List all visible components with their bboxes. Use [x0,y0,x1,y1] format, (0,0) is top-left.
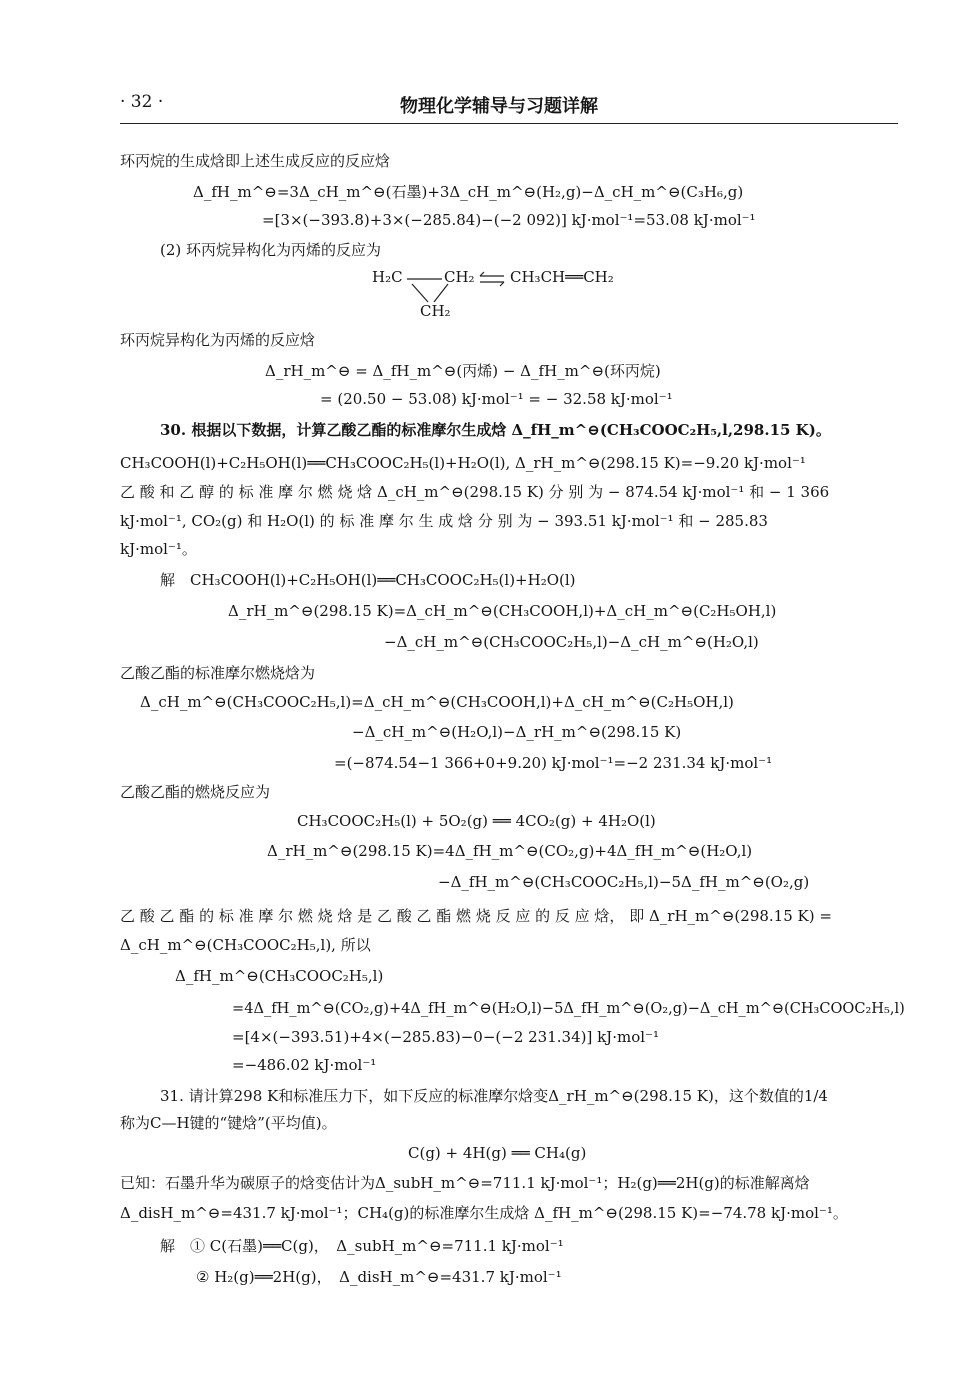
equation-line: −Δ_cH_m^⊖(CH₃COOC₂H₅,l)−Δ_cH_m^⊖(H₂O,l) [384,633,759,651]
solution-line: 解 ① C(石墨)══C(g)， Δ_subH_m^⊖=711.1 kJ·mol⁻¹ [160,1237,564,1255]
text-line: 称为C—H键的“键焓”(平均值)。 [120,1114,337,1132]
text-line: 环丙烷的生成焓即上述生成反应的反应焓 [120,152,391,170]
equation-line: CH₃COOC₂H₅(l) + 5O₂(g) ══ 4CO₂(g) + 4H₂O(l) [297,812,656,830]
text-line: 环丙烷异构化为丙烯的反应焓 [120,331,316,349]
cyclopropane-isomerization-structure [372,268,672,328]
equation-line: Δ_rH_m^⊖(298.15 K)=4Δ_fH_m^⊖(CO₂,g)+4Δ_fH_m^⊖(H₂O,l) [267,842,753,860]
text-line: 已知：石墨升华为碳原子的焓变估计为Δ_subH_m^⊖=711.1 kJ·mol⁻¹；H₂(g)══2H(g)的标准解离焓 [120,1174,810,1192]
equation-line: = (20.50 − 53.08) kJ·mol⁻¹ = − 32.58 kJ·mol⁻¹ [320,390,673,408]
text-line: Δ_cH_m^⊖(CH₃COOC₂H₅,l), 所以 [120,936,371,954]
equation-line: Δ_fH_m^⊖=3Δ_cH_m^⊖(石墨)+3Δ_cH_m^⊖(H₂,g)−Δ_cH_m^⊖(C₃H₆,g) [193,183,744,201]
problem-30: 30. 根据以下数据，计算乙酸乙酯的标准摩尔生成焓 Δ_fH_m^⊖(CH₃COOC₂H₅,l,298.15 K)。 [160,421,831,439]
solution-line: 解 CH₃COOH(l)+C₂H₅OH(l)══CH₃COOC₂H₅(l)+H₂O(l) [160,571,576,589]
equation-line: =[4×(−393.51)+4×(−285.83)−0−(−2 231.34)] kJ·mol⁻¹ [232,1028,659,1046]
ring-carbon-label: H₂C [372,268,403,286]
equation-line: −Δ_fH_m^⊖(CH₃COOC₂H₅,l)−5Δ_fH_m^⊖(O₂,g) [438,873,810,891]
problem-31: 31. 请计算298 K和标准压力下，如下反应的标准摩尔焓变Δ_rH_m^⊖(298.15 K)，这个数值的1/4 [160,1087,828,1105]
text-line: 乙酸乙酯的燃烧反应为 [120,783,271,801]
propene-formula: CH₃CH══CH₂ [510,268,614,286]
ring-carbon-label: CH₂ [444,268,475,286]
text-line: 乙酸乙酯的标准摩尔燃烧焓为 [120,664,316,682]
page-number: · 32 · [120,92,164,112]
header-rule [120,123,898,124]
text-line: Δ_disH_m^⊖=431.7 kJ·mol⁻¹；CH₄(g)的标准摩尔生成焓 Δ_fH_m^⊖(298.15 K)=−74.78 kJ·mol⁻¹。 [120,1204,848,1222]
equation-line: =(−874.54−1 366+0+9.20) kJ·mol⁻¹=−2 231.34 kJ·mol⁻¹ [334,754,773,772]
text-line: 乙 酸 乙 酯 的 标 准 摩 尔 燃 烧 焓 是 乙 酸 乙 酯 燃 烧 反 应 的 反 应 焓， 即 Δ_rH_m^⊖(298.15 K) = [120,907,832,925]
text-line: 乙 酸 和 乙 醇 的 标 准 摩 尔 燃 烧 焓 Δ_cH_m^⊖(298.15 K) 分 别 为 − 874.54 kJ·mol⁻¹ 和 − 1 366 [120,483,830,501]
running-title: 物理化学辅导与习题详解 [400,96,598,117]
text-line: CH₃COOH(l)+C₂H₅OH(l)══CH₃COOC₂H₅(l)+H₂O(l), Δ_rH_m^⊖(298.15 K)=−9.20 kJ·mol⁻¹ [120,454,806,472]
equation-line: Δ_rH_m^⊖ = Δ_fH_m^⊖(丙烯) − Δ_fH_m^⊖(环丙烷) [265,362,661,380]
equation-line: Δ_fH_m^⊖(CH₃COOC₂H₅,l) [175,967,384,985]
equation-line: C(g) + 4H(g) ══ CH₄(g) [408,1144,587,1162]
equation-line: =4Δ_fH_m^⊖(CO₂,g)+4Δ_fH_m^⊖(H₂O,l)−5Δ_fH_m^⊖(O₂,g)−Δ_cH_m^⊖(CH₃COOC₂H₅,l) [232,999,905,1017]
equation-line: Δ_rH_m^⊖(298.15 K)=Δ_cH_m^⊖(CH₃COOH,l)+Δ_cH_m^⊖(C₂H₅OH,l) [228,602,777,620]
ring-carbon-label: CH₂ [420,302,451,320]
text-line: kJ·mol⁻¹, CO₂(g) 和 H₂O(l) 的 标 准 摩 尔 生 成 焓 分 别 为 − 393.51 kJ·mol⁻¹ 和 − 285.83 [120,512,768,530]
equation-line: −Δ_cH_m^⊖(H₂O,l)−Δ_rH_m^⊖(298.15 K) [352,723,682,741]
solution-line: ② H₂(g)══2H(g)， Δ_disH_m^⊖=431.7 kJ·mol⁻¹ [196,1268,562,1286]
equation-line: =−486.02 kJ·mol⁻¹ [232,1056,377,1074]
equation-line: =[3×(−393.8)+3×(−285.84)−(−2 092)] kJ·mol⁻¹=53.08 kJ·mol⁻¹ [262,211,756,229]
ring-bonds [372,268,672,328]
text-line: kJ·mol⁻¹。 [120,540,197,558]
equation-line: Δ_cH_m^⊖(CH₃COOC₂H₅,l)=Δ_cH_m^⊖(CH₃COOH,l)+Δ_cH_m^⊖(C₂H₅OH,l) [140,693,734,711]
text-line: (2) 环丙烷异构化为丙烯的反应为 [160,241,382,259]
